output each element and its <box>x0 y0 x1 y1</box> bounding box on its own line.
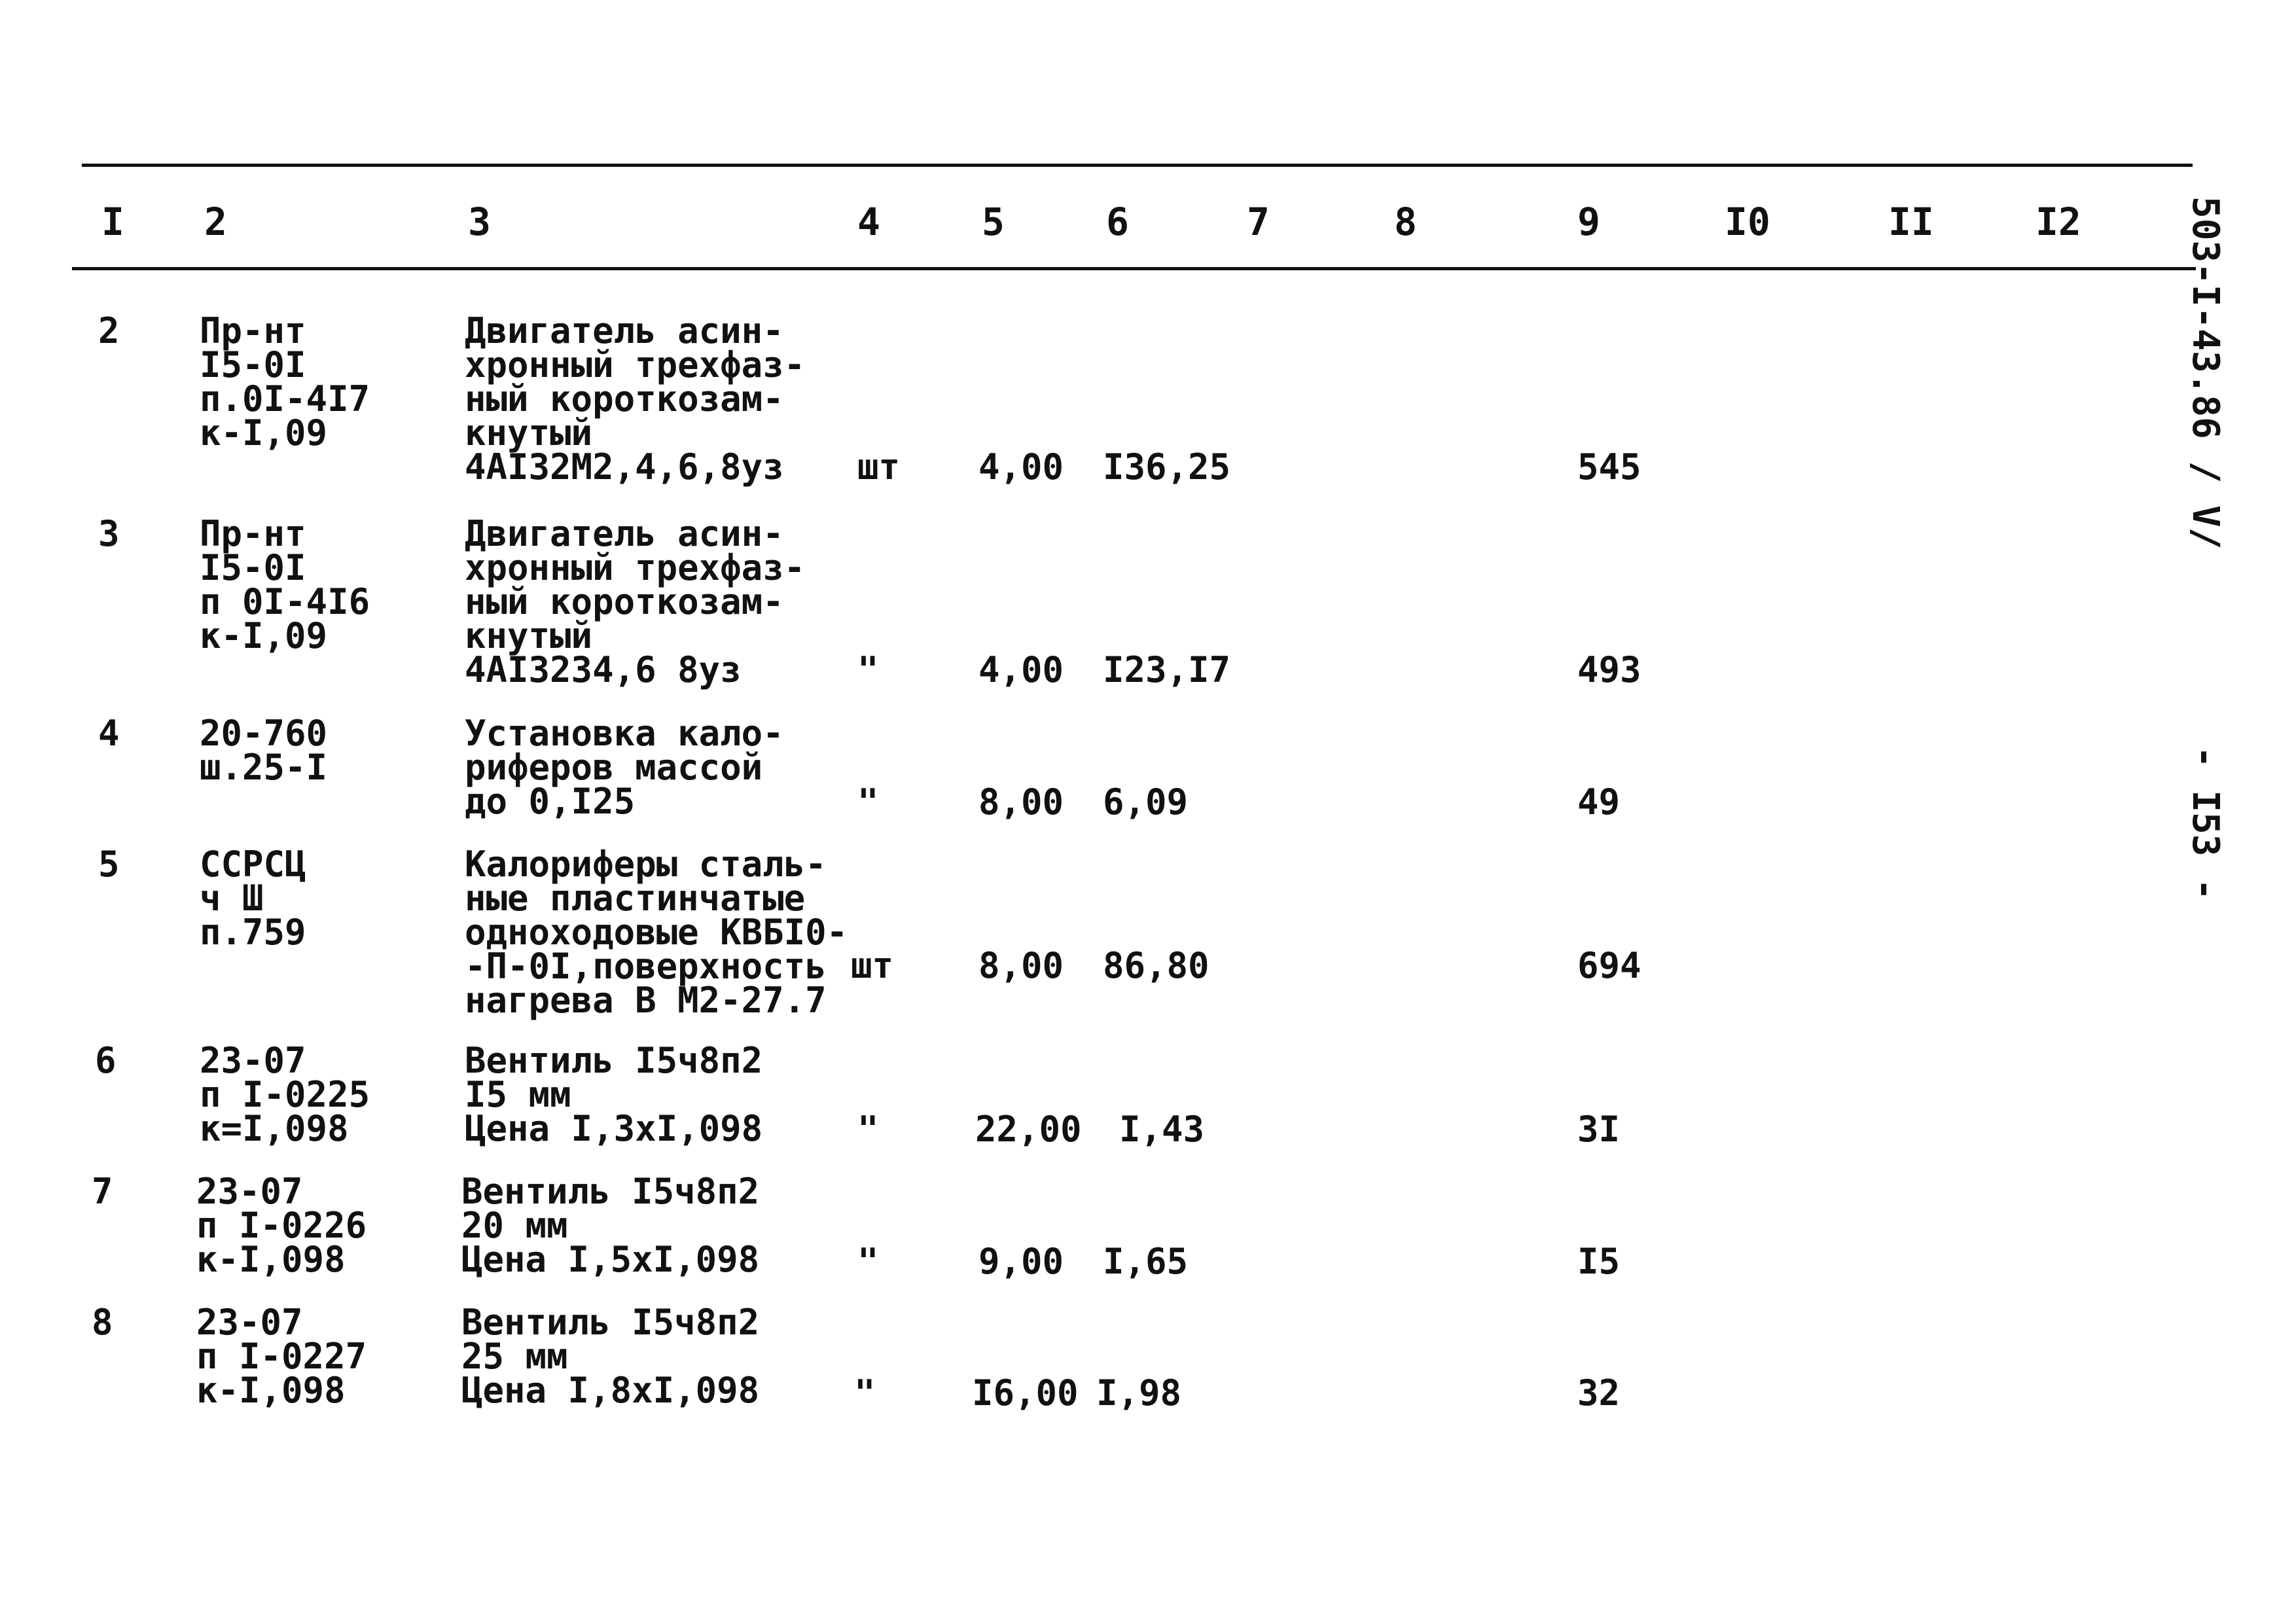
description-line: 20 мм <box>461 1205 568 1246</box>
row-number: 7 <box>92 1171 113 1212</box>
item-description <box>465 713 784 822</box>
unit-price: I,43 <box>1119 1109 1205 1150</box>
item-description <box>465 1040 763 1149</box>
row-number: 3 <box>98 513 120 554</box>
col-header-2: 2 <box>204 200 227 244</box>
col-header-4: 4 <box>857 200 880 244</box>
item-description <box>465 513 806 690</box>
quantity: 8,00 <box>978 945 1064 986</box>
total-cost: 545 <box>1577 446 1641 488</box>
norm-code <box>200 1040 370 1149</box>
norm-code-line: Пр-нт <box>200 513 306 554</box>
description-line: Цена I,3хI,098 <box>465 1108 763 1149</box>
unit-price: I23,I7 <box>1103 649 1231 690</box>
unit: " <box>857 781 879 823</box>
col-header-11: II <box>1888 200 1934 244</box>
norm-code <box>200 310 370 454</box>
norm-code-line: 23-07 <box>196 1302 303 1343</box>
description-line: Цена I,8хI,098 <box>461 1370 760 1411</box>
description-line: Калориферы сталь- <box>465 844 827 885</box>
norm-code-line: ч Ш <box>200 878 264 919</box>
norm-code <box>196 1302 367 1411</box>
total-cost: 49 <box>1577 781 1621 823</box>
row-number: 4 <box>98 713 120 754</box>
description-line: до 0,I25 <box>465 781 636 822</box>
unit: " <box>854 1372 876 1414</box>
description-line: 4АI3234,6 8уз <box>465 649 742 690</box>
unit-price: I,65 <box>1103 1241 1189 1282</box>
description-line: Двигатель асин- <box>465 310 784 351</box>
col-header-6: 6 <box>1106 200 1129 244</box>
norm-code-line: к=I,098 <box>200 1108 349 1149</box>
norm-code-line: п I-0225 <box>200 1074 370 1115</box>
row-number: 5 <box>98 844 120 885</box>
quantity: 9,00 <box>978 1241 1064 1282</box>
description-line: ный короткозам- <box>465 581 784 622</box>
description-line: ный короткозам- <box>465 378 784 419</box>
norm-code-line: ш.25-I <box>200 747 328 788</box>
quantity: 4,00 <box>978 446 1064 488</box>
col-header-7: 7 <box>1247 200 1270 244</box>
norm-code-line: к-I,098 <box>196 1370 346 1411</box>
description-line: Вентиль I5ч8п2 <box>465 1040 763 1081</box>
norm-code-line: 20-760 <box>200 713 328 754</box>
unit: шт <box>857 446 901 488</box>
quantity: 8,00 <box>978 781 1064 823</box>
total-cost: 32 <box>1577 1372 1621 1414</box>
unit: " <box>857 649 879 690</box>
total-cost: 493 <box>1577 649 1641 690</box>
description-line: Вентиль I5ч8п2 <box>461 1302 760 1343</box>
quantity: 22,00 <box>975 1109 1082 1150</box>
unit: " <box>857 1109 879 1150</box>
description-line: I5 мм <box>465 1074 571 1115</box>
description-line: риферов массой <box>465 747 763 788</box>
description-line: Двигатель асин- <box>465 513 784 554</box>
description-line: 4АI32М2,4,6,8уз <box>465 446 784 488</box>
unit-price: I36,25 <box>1103 446 1231 488</box>
description-line: 25 мм <box>461 1336 568 1377</box>
item-description <box>461 1302 760 1411</box>
norm-code-line: п I-0226 <box>196 1205 367 1246</box>
col-header-12: I2 <box>2036 200 2081 244</box>
norm-code-line: 23-07 <box>196 1171 303 1212</box>
description-line: кнутый <box>465 615 593 656</box>
col-header-5: 5 <box>982 200 1005 244</box>
total-cost: 694 <box>1577 945 1641 986</box>
col-header-10: I0 <box>1725 200 1770 244</box>
col-header-9: 9 <box>1577 200 1600 244</box>
col-header-3: 3 <box>468 200 491 244</box>
description-line: -П-0I,поверхность <box>465 946 827 987</box>
norm-code-line: I5-0I <box>200 344 306 385</box>
unit-price: 86,80 <box>1103 945 1210 986</box>
unit: шт <box>851 945 894 986</box>
description-line: Цена I,5хI,098 <box>461 1239 760 1280</box>
norm-code-line: к-I,09 <box>200 412 328 454</box>
norm-code-line: к-I,09 <box>200 615 328 656</box>
norm-code-line: I5-0I <box>200 547 306 588</box>
description-line: ные пластинчатые <box>465 878 806 919</box>
unit-price: 6,09 <box>1103 781 1189 823</box>
top-rule <box>82 164 2193 167</box>
unit: " <box>857 1241 879 1282</box>
description-line: хронный трехфаз- <box>465 547 806 588</box>
page-number: - I53 - <box>2184 746 2227 901</box>
row-number: 8 <box>92 1302 113 1343</box>
norm-code <box>200 713 328 788</box>
description-line: Установка кало- <box>465 713 784 754</box>
norm-code <box>196 1171 367 1280</box>
norm-code-line: Пр-нт <box>200 310 306 351</box>
description-line: кнутый <box>465 412 593 454</box>
norm-code <box>200 844 306 953</box>
col-header-1: I <box>101 200 124 244</box>
description-line: хронный трехфаз- <box>465 344 806 385</box>
description-line: одноходовые КВБI0- <box>465 912 848 953</box>
norm-code-line: п.0I-4I7 <box>200 378 370 419</box>
header-rule <box>72 267 2196 270</box>
norm-code-line: к-I,098 <box>196 1239 346 1280</box>
col-header-8: 8 <box>1394 200 1417 244</box>
item-description <box>461 1171 760 1280</box>
norm-code-line: п 0I-4I6 <box>200 581 370 622</box>
norm-code <box>200 513 370 656</box>
document-code: 503-I-43.86 / V/ <box>2184 196 2227 550</box>
norm-code-line: п.759 <box>200 912 306 953</box>
row-number: 2 <box>98 310 120 351</box>
quantity: 4,00 <box>978 649 1064 690</box>
norm-code-line: 23-07 <box>200 1040 306 1081</box>
total-cost: 3I <box>1577 1109 1621 1150</box>
description-line: нагрева В М2-27.7 <box>465 980 827 1021</box>
item-description <box>465 844 848 1021</box>
quantity: I6,00 <box>972 1372 1079 1414</box>
item-description <box>465 310 806 488</box>
unit-price: I,98 <box>1096 1372 1182 1414</box>
total-cost: I5 <box>1577 1241 1621 1282</box>
norm-code-line: п I-0227 <box>196 1336 367 1377</box>
description-line: Вентиль I5ч8п2 <box>461 1171 760 1212</box>
norm-code-line: ССРСЦ <box>200 844 306 885</box>
row-number: 6 <box>95 1040 117 1081</box>
